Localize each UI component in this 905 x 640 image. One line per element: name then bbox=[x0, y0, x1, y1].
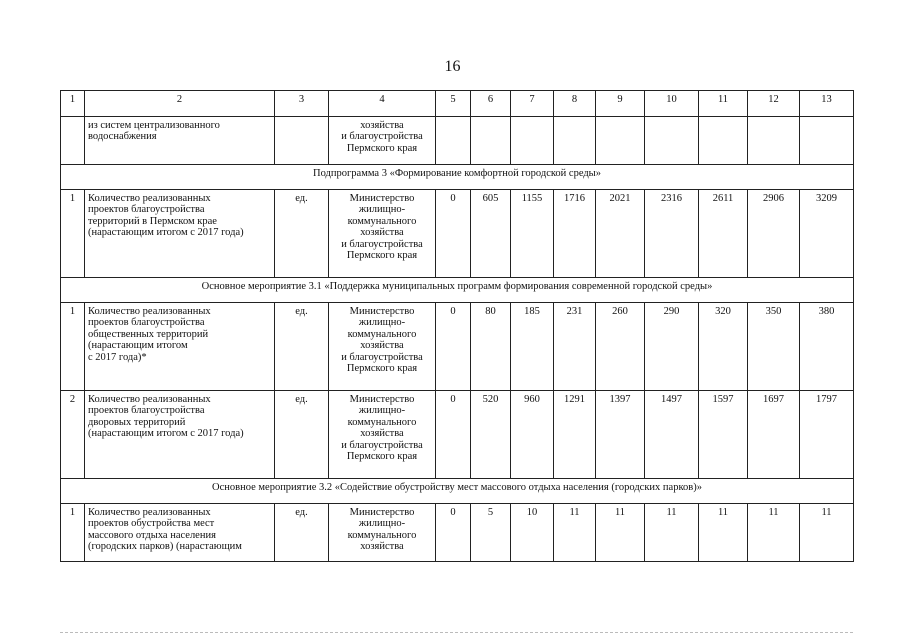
value-cell: 605 bbox=[471, 190, 511, 278]
value-cell: 3209 bbox=[800, 190, 854, 278]
value-cell: 11 bbox=[748, 504, 800, 562]
value-cell: 320 bbox=[699, 303, 748, 391]
responsible-cell: Министерство жилищно- коммунального хозяйства и благоустройства Пермского края bbox=[329, 303, 436, 391]
col-header: 13 bbox=[800, 91, 854, 117]
section-title: Основное мероприятие 3.1 «Поддержка муниципальных программ формирования современной городской среды» bbox=[61, 278, 854, 303]
value-cell: 960 bbox=[511, 391, 554, 479]
value-cell: 1797 bbox=[800, 391, 854, 479]
unit-cell: ед. bbox=[275, 391, 329, 479]
value-cell: 1291 bbox=[554, 391, 596, 479]
value-cell: 231 bbox=[554, 303, 596, 391]
col-header: 8 bbox=[554, 91, 596, 117]
col-header: 1 bbox=[61, 91, 85, 117]
value-cell: 260 bbox=[596, 303, 645, 391]
value-cell: 1155 bbox=[511, 190, 554, 278]
col-header: 3 bbox=[275, 91, 329, 117]
value-cell: 185 bbox=[511, 303, 554, 391]
indicator-name-cell: Количество реализованных проектов обустройства мест массового отдыха населения (городских парков) (нарастающим bbox=[85, 504, 275, 562]
value-cell bbox=[471, 117, 511, 165]
table-row bbox=[61, 391, 854, 479]
value-cell bbox=[511, 117, 554, 165]
scan-edge-line bbox=[60, 632, 853, 633]
value-cell: 0 bbox=[436, 303, 471, 391]
section-row-activity-3-1 bbox=[61, 278, 854, 303]
value-cell: 1497 bbox=[645, 391, 699, 479]
value-cell: 1697 bbox=[748, 391, 800, 479]
value-cell: 380 bbox=[800, 303, 854, 391]
value-cell: 2611 bbox=[699, 190, 748, 278]
value-cell bbox=[645, 117, 699, 165]
unit-cell: ед. bbox=[275, 190, 329, 278]
col-header: 6 bbox=[471, 91, 511, 117]
col-header: 9 bbox=[596, 91, 645, 117]
responsible-cell: Министерство жилищно- коммунального хозяйства и благоустройства Пермского края bbox=[329, 190, 436, 278]
col-header: 11 bbox=[699, 91, 748, 117]
section-title: Основное мероприятие 3.2 «Содействие обустройству мест массового отдыха населения (городских парков)» bbox=[61, 479, 854, 504]
section-row-activity-3-2 bbox=[61, 479, 854, 504]
row-number-cell: 1 bbox=[61, 190, 85, 278]
value-cell bbox=[800, 117, 854, 165]
row-number-cell: 1 bbox=[61, 504, 85, 562]
col-header: 12 bbox=[748, 91, 800, 117]
indicators-table bbox=[60, 90, 854, 562]
value-cell: 0 bbox=[436, 190, 471, 278]
col-header: 2 bbox=[85, 91, 275, 117]
row-number-cell: 1 bbox=[61, 303, 85, 391]
value-cell bbox=[699, 117, 748, 165]
value-cell: 350 bbox=[748, 303, 800, 391]
value-cell: 290 bbox=[645, 303, 699, 391]
table-row bbox=[61, 190, 854, 278]
value-cell: 2316 bbox=[645, 190, 699, 278]
section-title: Подпрограмма 3 «Формирование комфортной городской среды» bbox=[61, 165, 854, 190]
value-cell: 1716 bbox=[554, 190, 596, 278]
col-header: 4 bbox=[329, 91, 436, 117]
value-cell: 11 bbox=[699, 504, 748, 562]
responsible-cell: хозяйства и благоустройства Пермского края bbox=[329, 117, 436, 165]
value-cell: 11 bbox=[800, 504, 854, 562]
col-header: 7 bbox=[511, 91, 554, 117]
value-cell: 0 bbox=[436, 391, 471, 479]
unit-cell: ед. bbox=[275, 303, 329, 391]
value-cell: 2021 bbox=[596, 190, 645, 278]
indicator-name-cell: Количество реализованных проектов благоустройства территорий в Пермском крае (нарастающим итогом с 2017 года) bbox=[85, 190, 275, 278]
value-cell: 1597 bbox=[699, 391, 748, 479]
page-number: 16 bbox=[444, 58, 461, 75]
value-cell: 5 bbox=[471, 504, 511, 562]
value-cell bbox=[596, 117, 645, 165]
value-cell: 80 bbox=[471, 303, 511, 391]
value-cell: 520 bbox=[471, 391, 511, 479]
section-row-subprogram-3 bbox=[61, 165, 854, 190]
value-cell bbox=[436, 117, 471, 165]
value-cell: 1397 bbox=[596, 391, 645, 479]
indicator-name-cell: из систем централизованного водоснабжения bbox=[85, 117, 275, 165]
value-cell bbox=[748, 117, 800, 165]
col-header: 5 bbox=[436, 91, 471, 117]
row-number-cell bbox=[61, 117, 85, 165]
value-cell: 2906 bbox=[748, 190, 800, 278]
responsible-cell: Министерство жилищно- коммунального хозяйства bbox=[329, 504, 436, 562]
value-cell: 10 bbox=[511, 504, 554, 562]
value-cell: 0 bbox=[436, 504, 471, 562]
unit-cell bbox=[275, 117, 329, 165]
indicator-name-cell: Количество реализованных проектов благоустройства общественных территорий (нарастающим итогом с 2017 года)* bbox=[85, 303, 275, 391]
indicator-name-cell: Количество реализованных проектов благоустройства дворовых территорий (нарастающим итогом с 2017 года) bbox=[85, 391, 275, 479]
value-cell: 11 bbox=[554, 504, 596, 562]
value-cell bbox=[554, 117, 596, 165]
value-cell: 11 bbox=[645, 504, 699, 562]
table-row-continuation bbox=[61, 117, 854, 165]
col-header: 10 bbox=[645, 91, 699, 117]
row-number-cell: 2 bbox=[61, 391, 85, 479]
responsible-cell: Министерство жилищно- коммунального хозяйства и благоустройства Пермского края bbox=[329, 391, 436, 479]
value-cell: 11 bbox=[596, 504, 645, 562]
column-number-row bbox=[61, 91, 854, 117]
table-row bbox=[61, 303, 854, 391]
unit-cell: ед. bbox=[275, 504, 329, 562]
table-row bbox=[61, 504, 854, 562]
